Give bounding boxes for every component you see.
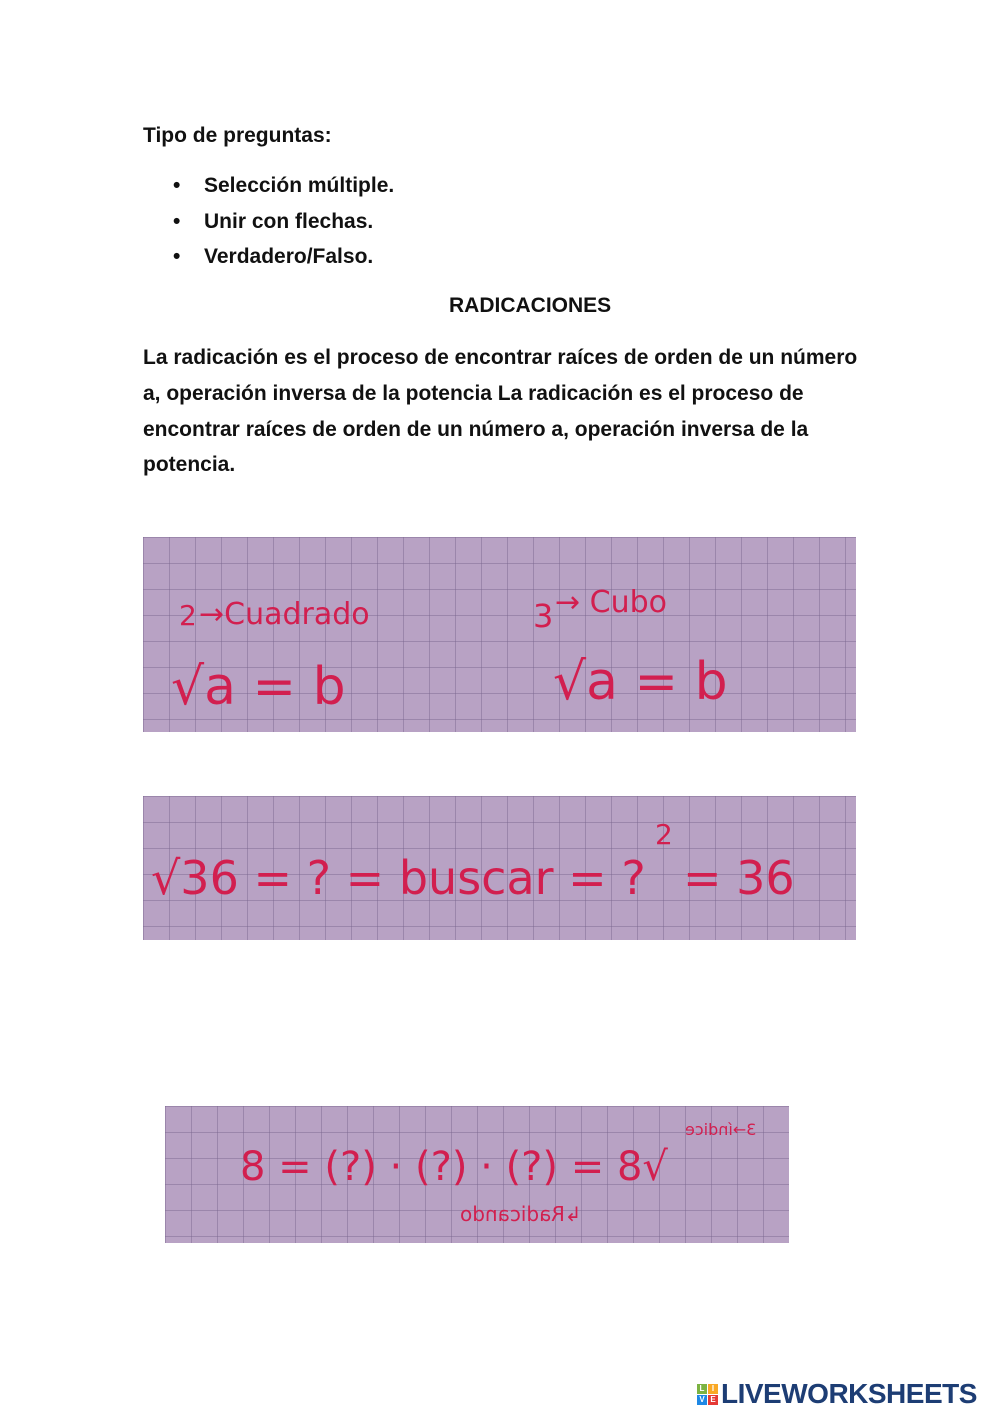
- list-item: • Selección múltiple.: [143, 172, 394, 208]
- brand-name: LIVEWORKSHEETS: [721, 1378, 977, 1409]
- question-types-list: [143, 172, 394, 279]
- square-index: 2: [179, 599, 197, 632]
- cube-expression: √a = b: [553, 652, 728, 712]
- example-expression: √36 = ? = buscar = ?: [151, 851, 646, 905]
- definition-paragraph: La radicación es el proceso de encontrar raíces de orden de un número a, operación inversa de la potencia La radicación es el proceso de encontrar raíces de orden de un número a, operación inversa de la potencia.: [143, 346, 858, 477]
- cube-label: → Cubo: [555, 585, 668, 620]
- handwritten-photo-example: [143, 796, 856, 940]
- logo-letter: L: [697, 1384, 707, 1394]
- section-heading: Tipo de preguntas:: [143, 124, 332, 147]
- radicand-label: ↳Radicando: [460, 1202, 582, 1226]
- logo-icon: [697, 1384, 718, 1405]
- example-exponent: 2: [655, 818, 673, 851]
- square-expression: √a = b: [171, 657, 346, 717]
- list-item: • Verdadero/Falso.: [143, 243, 394, 279]
- logo-letter: I: [708, 1384, 718, 1394]
- handwritten-photo-cube-root: [165, 1106, 789, 1243]
- cube-index: 3: [533, 597, 554, 635]
- index-label: 3→índice: [685, 1120, 757, 1139]
- example-result: = 36: [683, 851, 795, 905]
- square-label: →Cuadrado: [199, 597, 370, 632]
- liveworksheets-logo: [697, 1378, 977, 1410]
- cube-root-expression: 8 = (?) · (?) · (?) = 8√: [240, 1144, 668, 1190]
- list-item: • Unir con flechas.: [143, 208, 394, 244]
- logo-letter: E: [708, 1395, 718, 1405]
- handwritten-photo-roots: [143, 537, 856, 732]
- logo-letter: V: [697, 1395, 707, 1405]
- page-title: RADICACIONES: [449, 294, 612, 317]
